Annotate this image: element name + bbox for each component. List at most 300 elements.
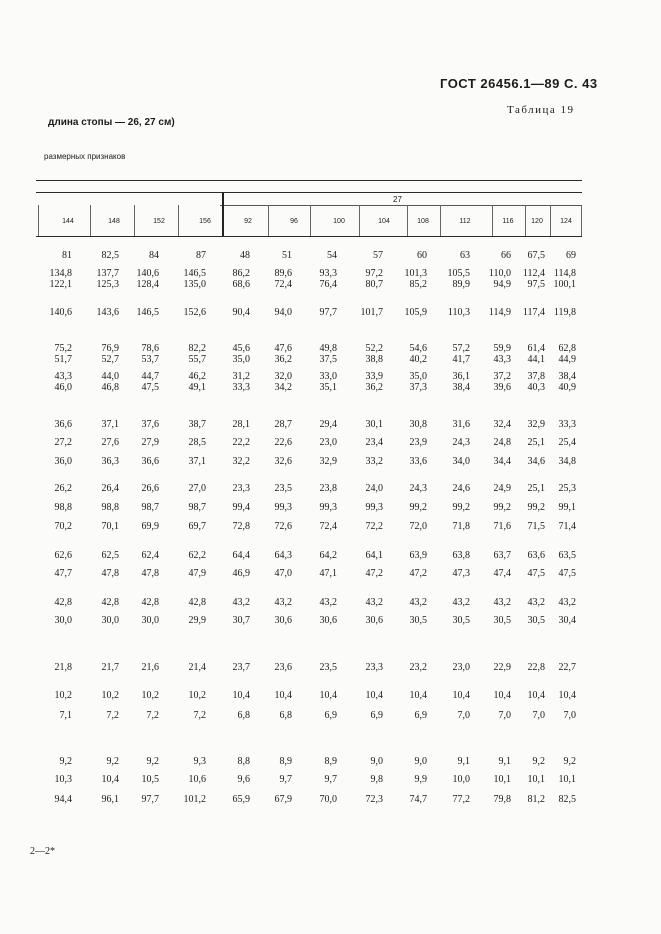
table-cell: 10,4	[558, 690, 576, 701]
table-cell: 97,7	[319, 307, 337, 318]
table-cell: 48	[240, 250, 250, 261]
table-cell: 7,2	[106, 710, 119, 721]
table-cell: 10,2	[101, 690, 119, 701]
table-cell: 30,4	[558, 615, 576, 626]
table-cell: 47,5	[141, 382, 159, 393]
table-cell: 67,5	[527, 250, 545, 261]
column-header: 108	[417, 218, 429, 225]
table-cell: 99,3	[365, 502, 383, 513]
table-cell: 99,2	[527, 502, 545, 513]
table-cell: 7,0	[532, 710, 545, 721]
table-cell: 30,8	[409, 419, 427, 430]
table-cell: 37,5	[319, 354, 337, 365]
table-cell: 30,5	[493, 615, 511, 626]
table-cell: 85,2	[409, 279, 427, 290]
table-cell: 8,8	[237, 756, 250, 767]
table-rule-1	[36, 180, 582, 181]
table-cell: 84	[149, 250, 159, 261]
table-cell: 23,3	[365, 662, 383, 673]
table-cell: 94,4	[54, 794, 72, 805]
table-cell: 99,2	[452, 502, 470, 513]
table-cell: 60	[417, 250, 427, 261]
table-cell: 33,6	[409, 456, 427, 467]
table-cell: 99,3	[274, 502, 292, 513]
column-divider	[440, 205, 441, 236]
table-cell: 7,1	[59, 710, 72, 721]
table-cell: 24,3	[452, 437, 470, 448]
table-cell: 37,6	[141, 419, 159, 430]
table-cell: 23,3	[232, 483, 250, 494]
table-cell: 64,4	[232, 550, 250, 561]
table-cell: 43,2	[232, 597, 250, 608]
table-cell: 37,1	[101, 419, 119, 430]
table-cell: 10,2	[188, 690, 206, 701]
table-cell: 9,6	[237, 774, 250, 785]
table-cell: 9,7	[324, 774, 337, 785]
table-cell: 25,1	[527, 437, 545, 448]
table-cell: 10,2	[141, 690, 159, 701]
table-cell: 22,6	[274, 437, 292, 448]
table-cell: 23,9	[409, 437, 427, 448]
table-cell: 89,9	[452, 279, 470, 290]
table-cell: 128,4	[136, 279, 159, 290]
column-divider	[38, 205, 39, 236]
table-cell: 25,3	[558, 483, 576, 494]
table-cell: 135,0	[183, 279, 206, 290]
table-cell: 6,9	[370, 710, 383, 721]
table-cell: 47,2	[409, 568, 427, 579]
table-cell: 30,0	[54, 615, 72, 626]
table-cell: 36,3	[101, 456, 119, 467]
table-cell: 29,9	[188, 615, 206, 626]
table-cell: 81,2	[527, 794, 545, 805]
table-cell: 46,9	[232, 568, 250, 579]
table-cell: 7,2	[193, 710, 206, 721]
table-cell: 47,8	[101, 568, 119, 579]
table-cell: 7,0	[563, 710, 576, 721]
table-cell: 24,9	[493, 483, 511, 494]
table-cell: 55,7	[188, 354, 206, 365]
table-cell: 49,1	[188, 382, 206, 393]
table-cell: 71,4	[558, 521, 576, 532]
table-cell: 40,2	[409, 354, 427, 365]
table-cell: 99,2	[493, 502, 511, 513]
table-cell: 9,0	[414, 756, 427, 767]
table-cell: 38,4	[558, 371, 576, 382]
attributes-caption: размерных признаков	[44, 152, 126, 161]
table-cell: 42,8	[188, 597, 206, 608]
table-cell: 30,6	[365, 615, 383, 626]
table-cell: 23,4	[365, 437, 383, 448]
table-cell: 7,2	[146, 710, 159, 721]
table-cell: 72,2	[365, 521, 383, 532]
table-cell: 24,3	[409, 483, 427, 494]
table-cell: 63,7	[493, 550, 511, 561]
table-cell: 98,8	[101, 502, 119, 513]
table-cell: 38,8	[365, 354, 383, 365]
table-cell: 72,8	[232, 521, 250, 532]
table-cell: 57,2	[452, 343, 470, 354]
page-mark: 2—2*	[30, 846, 55, 857]
table-cell: 97,5	[527, 279, 545, 290]
table-cell: 26,2	[54, 483, 72, 494]
table-cell: 99,1	[558, 502, 576, 513]
table-cell: 23,7	[232, 662, 250, 673]
table-cell: 9,2	[59, 756, 72, 767]
table-cell: 114,9	[488, 307, 511, 318]
table-cell: 32,6	[274, 456, 292, 467]
table-cell: 100,1	[553, 279, 576, 290]
column-header: 156	[199, 218, 211, 225]
table-cell: 10,4	[232, 690, 250, 701]
table-cell: 23,0	[319, 437, 337, 448]
table-cell: 76,9	[101, 343, 119, 354]
table-cell: 32,9	[527, 419, 545, 430]
table-cell: 38,7	[188, 419, 206, 430]
table-cell: 21,8	[54, 662, 72, 673]
table-cell: 40,9	[558, 382, 576, 393]
table-cell: 35,0	[409, 371, 427, 382]
table-cell: 63	[460, 250, 470, 261]
table-cell: 29,4	[319, 419, 337, 430]
table-cell: 87	[196, 250, 206, 261]
table-cell: 43,2	[493, 597, 511, 608]
table-cell: 10,4	[452, 690, 470, 701]
table-cell: 64,3	[274, 550, 292, 561]
column-header: 144	[62, 218, 74, 225]
table-cell: 105,9	[404, 307, 427, 318]
table-cell: 54	[327, 250, 337, 261]
table-cell: 6,8	[279, 710, 292, 721]
table-cell: 7,0	[457, 710, 470, 721]
table-cell: 38,4	[452, 382, 470, 393]
table-cell: 34,2	[274, 382, 292, 393]
table-cell: 101,7	[360, 307, 383, 318]
table-cell: 43,2	[452, 597, 470, 608]
table-rule-3	[220, 205, 582, 206]
table-cell: 42,8	[141, 597, 159, 608]
table-cell: 35,1	[319, 382, 337, 393]
table-cell: 37,8	[527, 371, 545, 382]
column-divider	[268, 205, 269, 236]
table-cell: 6,8	[237, 710, 250, 721]
table-cell: 101,2	[183, 794, 206, 805]
table-cell: 36,0	[54, 456, 72, 467]
table-cell: 93,3	[319, 268, 337, 279]
table-cell: 72,3	[365, 794, 383, 805]
column-header: 120	[531, 218, 543, 225]
table-caption: длина стопы — 26, 27 см)	[48, 117, 175, 128]
column-divider	[310, 205, 311, 236]
table-cell: 26,4	[101, 483, 119, 494]
table-cell: 97,2	[365, 268, 383, 279]
table-cell: 80,7	[365, 279, 383, 290]
table-cell: 64,1	[365, 550, 383, 561]
table-cell: 152,6	[183, 307, 206, 318]
table-cell: 64,2	[319, 550, 337, 561]
table-cell: 43,2	[409, 597, 427, 608]
table-cell: 47,2	[365, 568, 383, 579]
table-cell: 59,9	[493, 343, 511, 354]
table-cell: 90,4	[232, 307, 250, 318]
table-cell: 31,2	[232, 371, 250, 382]
table-cell: 30,6	[319, 615, 337, 626]
table-cell: 98,8	[54, 502, 72, 513]
table-cell: 146,5	[183, 268, 206, 279]
table-cell: 7,0	[498, 710, 511, 721]
table-cell: 62,2	[188, 550, 206, 561]
table-cell: 51,7	[54, 354, 72, 365]
table-cell: 32,2	[232, 456, 250, 467]
table-cell: 65,9	[232, 794, 250, 805]
table-cell: 99,2	[409, 502, 427, 513]
table-cell: 117,4	[522, 307, 545, 318]
table-cell: 140,6	[49, 307, 72, 318]
table-cell: 35,0	[232, 354, 250, 365]
table-cell: 23,5	[319, 662, 337, 673]
table-cell: 9,9	[414, 774, 427, 785]
table-cell: 9,2	[106, 756, 119, 767]
table-label: Таблица 19	[507, 104, 575, 116]
table-cell: 62,5	[101, 550, 119, 561]
table-cell: 68,6	[232, 279, 250, 290]
table-cell: 69	[566, 250, 576, 261]
table-cell: 9,2	[146, 756, 159, 767]
table-cell: 9,2	[532, 756, 545, 767]
table-cell: 10,1	[493, 774, 511, 785]
table-cell: 43,2	[274, 597, 292, 608]
table-cell: 34,8	[558, 456, 576, 467]
table-cell: 76,4	[319, 279, 337, 290]
table-cell: 24,8	[493, 437, 511, 448]
table-cell: 110,3	[447, 307, 470, 318]
table-cell: 22,8	[527, 662, 545, 673]
table-cell: 44,0	[101, 371, 119, 382]
table-cell: 10,1	[527, 774, 545, 785]
table-cell: 52,7	[101, 354, 119, 365]
table-cell: 39,6	[493, 382, 511, 393]
table-cell: 43,2	[319, 597, 337, 608]
table-cell: 32,9	[319, 456, 337, 467]
table-cell: 27,6	[101, 437, 119, 448]
table-cell: 37,3	[409, 382, 427, 393]
table-cell: 36,2	[365, 382, 383, 393]
table-cell: 94,9	[493, 279, 511, 290]
table-cell: 79,8	[493, 794, 511, 805]
column-divider	[581, 205, 582, 236]
table-cell: 146,5	[136, 307, 159, 318]
table-cell: 9,1	[498, 756, 511, 767]
table-cell: 99,4	[232, 502, 250, 513]
column-header: 96	[290, 218, 298, 225]
table-cell: 24,0	[365, 483, 383, 494]
table-cell: 26,6	[141, 483, 159, 494]
table-rule-2	[36, 192, 582, 193]
table-cell: 94,0	[274, 307, 292, 318]
table-cell: 36,6	[141, 456, 159, 467]
table-cell: 54,6	[409, 343, 427, 354]
table-cell: 70,1	[101, 521, 119, 532]
table-cell: 32,4	[493, 419, 511, 430]
table-cell: 25,1	[527, 483, 545, 494]
table-cell: 30,5	[527, 615, 545, 626]
table-cell: 122,1	[49, 279, 72, 290]
table-cell: 6,9	[324, 710, 337, 721]
table-cell: 33,9	[365, 371, 383, 382]
table-cell: 52,2	[365, 343, 383, 354]
table-cell: 110,0	[488, 268, 511, 279]
table-cell: 47,5	[558, 568, 576, 579]
table-cell: 33,2	[365, 456, 383, 467]
table-cell: 34,4	[493, 456, 511, 467]
table-cell: 10,6	[188, 774, 206, 785]
table-cell: 137,7	[96, 268, 119, 279]
table-cell: 30,5	[409, 615, 427, 626]
table-cell: 45,6	[232, 343, 250, 354]
table-cell: 10,4	[319, 690, 337, 701]
group-divider	[222, 192, 224, 236]
column-header: 116	[502, 218, 514, 225]
table-cell: 105,5	[447, 268, 470, 279]
table-cell: 75,2	[54, 343, 72, 354]
table-cell: 23,5	[274, 483, 292, 494]
group-header-27: 27	[393, 195, 402, 204]
table-cell: 30,6	[274, 615, 292, 626]
table-cell: 28,1	[232, 419, 250, 430]
table-cell: 63,8	[452, 550, 470, 561]
table-cell: 10,3	[54, 774, 72, 785]
table-cell: 37,1	[188, 456, 206, 467]
table-cell: 71,8	[452, 521, 470, 532]
table-cell: 34,6	[527, 456, 545, 467]
table-cell: 72,0	[409, 521, 427, 532]
table-cell: 30,1	[365, 419, 383, 430]
table-cell: 9,8	[370, 774, 383, 785]
table-cell: 37,2	[493, 371, 511, 382]
table-cell: 36,2	[274, 354, 292, 365]
table-cell: 47,5	[527, 568, 545, 579]
table-cell: 46,8	[101, 382, 119, 393]
column-header: 148	[108, 218, 120, 225]
table-cell: 69,9	[141, 521, 159, 532]
table-cell: 42,8	[54, 597, 72, 608]
table-cell: 43,2	[527, 597, 545, 608]
table-cell: 43,3	[493, 354, 511, 365]
table-cell: 46,2	[188, 371, 206, 382]
table-cell: 9,0	[370, 756, 383, 767]
table-cell: 89,6	[274, 268, 292, 279]
table-cell: 28,5	[188, 437, 206, 448]
table-cell: 53,7	[141, 354, 159, 365]
table-cell: 24,6	[452, 483, 470, 494]
table-cell: 21,6	[141, 662, 159, 673]
table-cell: 36,1	[452, 371, 470, 382]
column-divider	[134, 205, 135, 236]
table-cell: 69,7	[188, 521, 206, 532]
column-divider	[90, 205, 91, 236]
table-cell: 9,1	[457, 756, 470, 767]
table-cell: 33,3	[558, 419, 576, 430]
table-cell: 47,4	[493, 568, 511, 579]
table-cell: 47,3	[452, 568, 470, 579]
table-cell: 22,2	[232, 437, 250, 448]
table-cell: 9,2	[563, 756, 576, 767]
column-divider	[359, 205, 360, 236]
table-cell: 63,5	[558, 550, 576, 561]
table-cell: 22,9	[493, 662, 511, 673]
table-cell: 47,6	[274, 343, 292, 354]
table-cell: 8,9	[324, 756, 337, 767]
table-cell: 47,0	[274, 568, 292, 579]
table-cell: 27,9	[141, 437, 159, 448]
table-cell: 23,2	[409, 662, 427, 673]
table-cell: 70,0	[319, 794, 337, 805]
table-cell: 43,2	[365, 597, 383, 608]
table-cell: 143,6	[96, 307, 119, 318]
table-cell: 10,1	[558, 774, 576, 785]
table-cell: 72,6	[274, 521, 292, 532]
table-cell: 23,6	[274, 662, 292, 673]
table-cell: 63,9	[409, 550, 427, 561]
table-cell: 21,4	[188, 662, 206, 673]
table-cell: 10,4	[409, 690, 427, 701]
table-cell: 10,4	[527, 690, 545, 701]
table-cell: 10,4	[365, 690, 383, 701]
table-cell: 8,9	[279, 756, 292, 767]
table-cell: 82,2	[188, 343, 206, 354]
table-cell: 74,7	[409, 794, 427, 805]
table-cell: 71,5	[527, 521, 545, 532]
table-cell: 43,3	[54, 371, 72, 382]
table-cell: 10,0	[452, 774, 470, 785]
table-rule-4	[36, 236, 582, 237]
table-cell: 30,0	[101, 615, 119, 626]
table-cell: 27,0	[188, 483, 206, 494]
table-cell: 125,3	[96, 279, 119, 290]
table-cell: 51	[282, 250, 292, 261]
table-cell: 32,0	[274, 371, 292, 382]
table-cell: 140,6	[136, 268, 159, 279]
table-cell: 31,6	[452, 419, 470, 430]
table-cell: 82,5	[558, 794, 576, 805]
table-cell: 66	[501, 250, 511, 261]
table-cell: 33,0	[319, 371, 337, 382]
table-cell: 44,9	[558, 354, 576, 365]
table-cell: 43,2	[558, 597, 576, 608]
column-header: 124	[560, 218, 572, 225]
column-divider	[178, 205, 179, 236]
table-cell: 36,6	[54, 419, 72, 430]
table-cell: 63,6	[527, 550, 545, 561]
table-cell: 86,2	[232, 268, 250, 279]
table-cell: 6,9	[414, 710, 427, 721]
table-cell: 28,7	[274, 419, 292, 430]
table-cell: 49,8	[319, 343, 337, 354]
table-cell: 21,7	[101, 662, 119, 673]
table-cell: 96,1	[101, 794, 119, 805]
table-cell: 41,7	[452, 354, 470, 365]
table-cell: 70,2	[54, 521, 72, 532]
table-cell: 134,8	[49, 268, 72, 279]
table-cell: 61,4	[527, 343, 545, 354]
table-cell: 101,3	[404, 268, 427, 279]
table-cell: 62,6	[54, 550, 72, 561]
column-header: 112	[459, 218, 471, 225]
table-cell: 47,9	[188, 568, 206, 579]
table-cell: 23,0	[452, 662, 470, 673]
table-cell: 71,6	[493, 521, 511, 532]
table-cell: 72,4	[274, 279, 292, 290]
